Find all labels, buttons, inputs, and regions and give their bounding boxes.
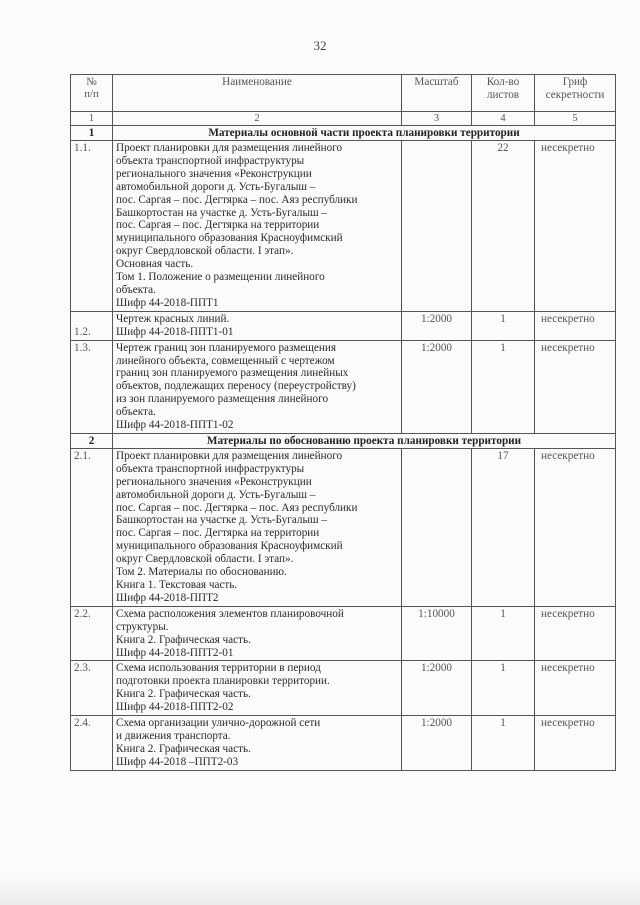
item-scale: 1:2000 [402,340,472,433]
item-name [113,311,402,340]
section-title: Материалы основной части проекта планировки территории [113,126,616,141]
item-name-line: объекта. [116,406,156,419]
page-number: 32 [313,38,327,53]
item-secrecy: несекретно [535,606,616,661]
item-name-line: объектов, подлежащих переносу (переустройству) [116,380,356,393]
item-name [113,661,402,716]
item-name-line: объекта транспортной инфраструктуры [116,154,305,167]
item-secrecy: несекретно [535,448,616,606]
item-sheet-count: 22 [472,141,535,312]
section-number: 1 [71,126,113,141]
item-sheet-count: 1 [472,606,535,661]
item-scale: 1:2000 [402,311,472,340]
item-name-line: объекта. [116,283,156,296]
item-number: 2.1. [71,448,113,606]
item-sheet-count: 1 [472,661,535,716]
header-count [472,75,535,112]
item-scale: 1:10000 [402,606,472,661]
item-name-line: Чертеж красных линий. [116,312,230,325]
item-name-line: из зон планируемого размещения линейного [116,393,329,406]
item-secrecy: несекретно [535,141,616,312]
item-name [113,716,402,771]
item-name-line: Шифр 44-2018-ППТ1-01 [116,325,234,338]
item-name-line: Книга 2. Графическая часть. [116,688,251,701]
item-name-line: Проект планировки для размещения линейного [116,142,343,154]
item-name-line: пос. Саргая – пос. Дегтярка на территории [116,219,320,232]
item-sheet-count: 1 [472,311,535,340]
documents-table [70,74,616,771]
item-number: 2.2. [71,606,113,661]
table-row [71,340,616,433]
item-secrecy: несекретно [535,340,616,433]
item-name-line: объекта транспортной инфраструктуры [116,462,305,475]
item-scale [402,141,472,312]
table-row [71,606,616,661]
item-number: 1.2. [71,311,113,340]
table-row [71,716,616,771]
item-scale [402,448,472,606]
item-name-line: пос. Саргая – пос. Дегтярка на территории [116,527,320,540]
item-name-line: Башкортостан на участке д. Усть-Бугалыш – [116,514,328,527]
header-grif-line2: секретности [545,88,605,101]
item-name-line: пос. Саргая – пос. Дегтярка – пос. Аяз республики [116,501,358,514]
item-name-line: Схема организации улично-дорожной сети [116,717,321,730]
item-sheet-count: 17 [472,448,535,606]
column-index: 4 [472,112,535,126]
section-number: 2 [71,433,113,448]
item-name-line: автомобильной дороги д. Усть-Бугалыш – [116,180,316,193]
item-name-line: Книга 1. Текстовая часть. [116,579,238,591]
item-name-line: пос. Саргая – пос. Дегтярка – пос. Аяз республики [116,193,358,206]
item-name-line: подготовки проекта планировки территории. [116,675,330,688]
item-name-line: регионального значения «Реконструкции [116,167,312,180]
item-name-line: округ Свердловской области. I этап». [116,245,294,258]
item-name-line: Чертеж границ зон планируемого размещения [116,341,337,354]
item-scale: 1:2000 [402,716,472,771]
item-number: 1.3. [71,340,113,433]
header-count-line2: листов [486,88,520,101]
table-row [71,311,616,340]
item-name-line: автомобильной дороги д. Усть-Бугалыш – [116,488,316,501]
item-name-line: Башкортостан на участке д. Усть-Бугалыш – [116,206,328,219]
item-name-line: Проект планировки для размещения линейного [116,449,343,462]
item-sheet-count: 1 [472,716,535,771]
item-name-line: Шифр 44-2018-ППТ1-02 [116,419,234,432]
header-name: Наименование [113,75,402,112]
item-name-line: муниципального образования Красноуфимский [116,232,343,245]
item-name-line: Схема расположения элементов планировочной [116,607,344,620]
section-row [71,126,616,141]
item-name-line: муниципального образования Красноуфимский [116,540,343,553]
column-index: 2 [113,112,402,126]
column-index: 1 [71,112,113,126]
item-name-line: Шифр 44-2018-ППТ2 [116,591,219,604]
header-grif-line1: Гриф [562,76,588,88]
item-name-line: Шифр 44-2018-ППТ1 [116,296,219,309]
item-number: 2.4. [71,716,113,771]
table-row [71,448,616,606]
item-name-line: Том 1. Положение о размещении линейного [116,271,325,284]
item-name-line: линейного объекта, совмещенный с чертежом [116,354,335,367]
section-title: Материалы по обоснованию проекта планировки территории [113,433,616,448]
item-name [113,606,402,661]
header-scale: Масштаб [402,75,472,112]
header-num-line2: п/п [84,88,99,100]
item-name [113,141,402,312]
item-name-line: и движения транспорта. [116,729,231,742]
item-number: 2.3. [71,661,113,716]
header-grif [535,75,616,112]
item-secrecy: несекретно [535,716,616,771]
item-name-line: округ Свердловской области. I этап». [116,553,294,566]
item-name-line: границ зон планируемого размещения линейных [116,367,349,380]
item-name [113,448,402,606]
column-index: 5 [535,112,616,126]
item-name-line: Основная часть. [116,258,194,271]
item-name [113,340,402,433]
page-bottom-shadow [0,875,640,905]
item-name-line: регионального значения «Реконструкции [116,475,312,488]
item-name-line: Том 2. Материалы по обоснованию. [116,566,287,579]
item-name-line: структуры. [116,620,169,633]
item-name-line: Схема использования территории в период [116,662,321,675]
item-name-line: Шифр 44-2018 –ППТ2-03 [116,755,239,768]
header-num-line1: № [86,76,97,88]
table-row [71,661,616,716]
item-number: 1.1. [71,141,113,312]
item-scale: 1:2000 [402,661,472,716]
item-name-line: Шифр 44-2018-ППТ2-02 [116,701,234,714]
header-count-line1: Кол-во [486,76,520,88]
item-sheet-count: 1 [472,340,535,433]
section-row [71,433,616,448]
item-name-line: Книга 2. Графическая часть. [116,742,251,755]
item-name-line: Шифр 44-2018-ППТ2-01 [116,646,234,659]
item-secrecy: несекретно [535,311,616,340]
item-secrecy: несекретно [535,661,616,716]
item-name-line: Книга 2. Графическая часть. [116,633,251,646]
table-header-row [71,75,616,112]
table-row [71,141,616,312]
column-index: 3 [402,112,472,126]
header-num [71,75,113,112]
column-index-row [71,112,616,126]
